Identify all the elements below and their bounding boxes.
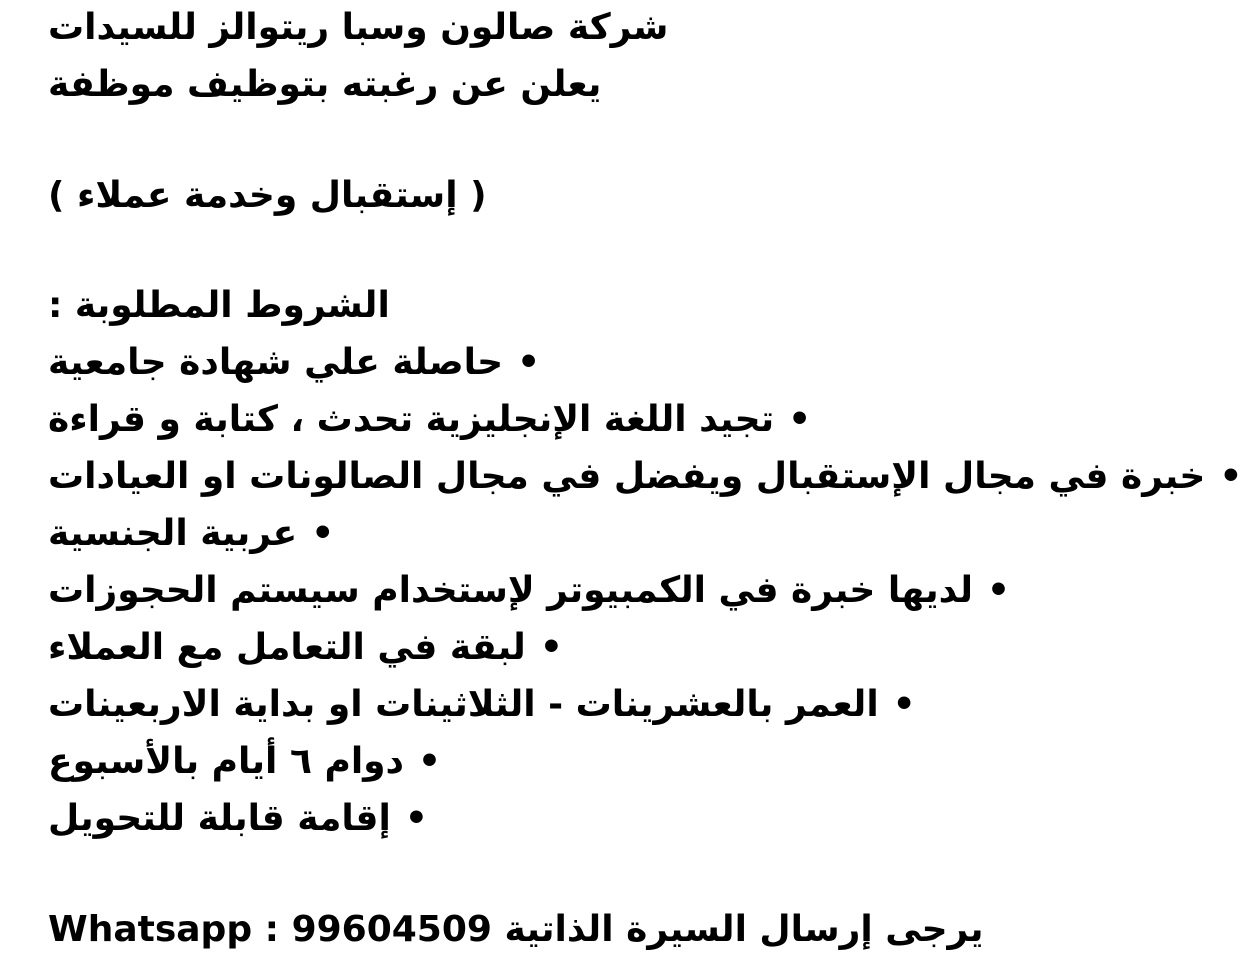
requirement-text: دوام ٦ أيام بالأسبوع — [48, 741, 405, 782]
bullet-icon: • — [539, 627, 563, 668]
footer-line — [48, 902, 983, 958]
announcement-line: يعلن عن رغبته بتوظيف موظفة — [48, 64, 602, 105]
requirement-text: لديها خبرة في الكمبيوتر لإستخدام سيستم الحجوزات — [48, 570, 973, 611]
cv-request-text: يرجى إرسال السيرة الذاتية — [504, 909, 984, 950]
bullet-icon: • — [311, 513, 335, 554]
company-line: شركة صالون وسبا ريتوالز للسيدات — [48, 7, 669, 48]
requirement-item — [48, 335, 540, 391]
requirement-text: خبرة في مجال الإستقبال ويفضل في مجال الصالونات او العيادات — [48, 456, 1206, 497]
bullet-icon: • — [892, 684, 916, 725]
bullet-icon: • — [418, 741, 442, 782]
requirement-item — [48, 449, 1242, 505]
requirement-item — [48, 392, 811, 448]
requirement-item — [48, 734, 441, 790]
requirement-text: لبقة في التعامل مع العملاء — [48, 627, 526, 668]
requirement-item — [48, 677, 916, 733]
bullet-icon: • — [517, 342, 541, 383]
bullet-icon: • — [1219, 456, 1242, 497]
requirement-item — [48, 506, 334, 562]
requirement-item — [48, 620, 563, 676]
requirement-item — [48, 791, 428, 847]
requirements-heading: الشروط المطلوبة : — [48, 285, 390, 326]
position-line: ( إستقبال وخدمة عملاء ) — [48, 175, 487, 216]
requirement-text: العمر بالعشرينات - الثلاثينات او بداية الاربعينات — [48, 684, 879, 725]
requirement-text: عربية الجنسية — [48, 513, 298, 554]
requirement-item — [48, 563, 1010, 619]
bullet-icon: • — [986, 570, 1010, 611]
whatsapp-contact: Whatsapp : 99604509 — [48, 909, 492, 950]
requirement-text: إقامة قابلة للتحويل — [48, 798, 391, 839]
requirement-text: حاصلة علي شهادة جامعية — [48, 342, 504, 383]
bullet-icon: • — [788, 399, 812, 440]
requirement-text: تجيد اللغة الإنجليزية تحدث ، كتابة و قراءة — [48, 399, 775, 440]
bullet-icon: • — [404, 798, 428, 839]
